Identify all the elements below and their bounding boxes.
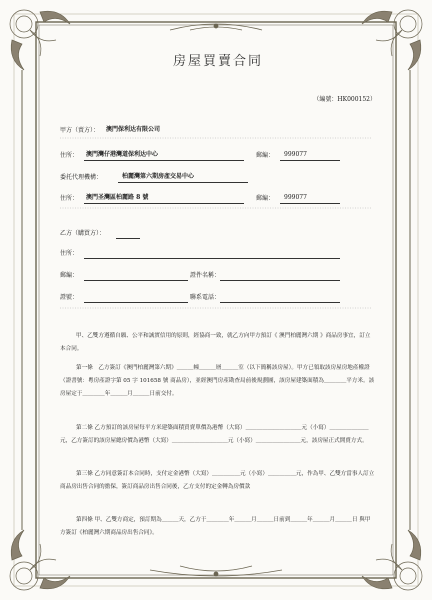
top-ornament-icon <box>170 24 262 30</box>
party-b-id-label: 證件名稱： <box>190 272 221 279</box>
contract-number: （編號：HK000152） <box>313 96 376 103</box>
party-a-postcode: 999077 <box>284 151 307 158</box>
agent-label: 委托代理機構： <box>60 174 103 181</box>
party-b-postcode-label: 郵編： <box>60 272 79 279</box>
party-b-idno-row <box>60 294 376 304</box>
agent-address-row <box>60 195 376 205</box>
agent-address: 澳門圣灣區柏麗路 8 號 <box>86 194 149 201</box>
party-b-address-label: 住所： <box>60 250 79 257</box>
party-b-label: 乙方（購買方）： <box>60 230 106 237</box>
party-a-label: 甲方（賣方）： <box>60 127 100 134</box>
agent-postcode: 999077 <box>284 194 307 201</box>
party-a-name: 澳門保利达有限公司 <box>106 126 161 133</box>
article-2-paragraph: 第二條 乙方預訂的該房屋每平方米建築面積買賣單價為港幣（大寫）＿＿＿＿＿＿＿＿＿＿元（小寫）＿＿＿＿＿＿＿元，乙方簽訂的該房屋總房價為港幣（大寫）＿＿＿＿＿＿＿＿＿＿元（小寫）＿＿＿＿＿＿＿＿元，該房屋正式開賣方式。 <box>60 425 369 444</box>
article-4-paragraph: 第四條 甲、乙雙方商定，預訂期為＿＿＿天，乙方于＿＿＿＿年＿＿＿月＿＿＿日前到＿＿＿年＿＿＿月＿＿＿日 與甲方簽訂《柏麗灣六期商品房出售合同》。 <box>60 517 371 536</box>
article-1-paragraph: 第一條 乙方簽訂《澳門柏麗灣第六期》＿＿＿幢＿＿＿層＿＿＿室（以下簡稱該房屋）。甲方已領取該房屋房地產權證（證書號：粵房產證字第 05 字 101658 號 商品房），並經澳門房產勘查局前後規劃圖，該房屋建築面積為＿＿＿＿平方米。該房屋定于＿＿＿＿年＿＿＿月＿＿＿日前交付。 <box>60 365 375 397</box>
bottom-ornament-icon <box>150 566 282 576</box>
agent-row <box>60 174 376 184</box>
party-a-address-label: 住所： <box>60 152 79 159</box>
article-3-paragraph: 第三條 乙方同意簽訂本合同時，支付定金港幣（大寫）＿＿＿＿＿元（小寫）＿＿＿＿＿元，作為甲、乙雙方當事人訂立商品房出售合同的擔保，簽訂商品房出售合同後，乙方支付的定金轉為房價款 <box>60 471 375 490</box>
party-a-address: 澳門灣仔港灣道保利达中心 <box>86 151 159 158</box>
party-b-postcode-row <box>60 272 376 282</box>
agent-postcode-label: 郵編： <box>256 195 275 202</box>
party-b-idno-label: 證號： <box>60 294 79 301</box>
party-b-idno-input[interactable] <box>84 302 188 303</box>
party-a-postcode-label: 郵編： <box>256 152 275 159</box>
party-b-id-input[interactable] <box>220 280 340 281</box>
party-b-postcode-input[interactable] <box>84 280 188 281</box>
party-b-row <box>60 230 376 240</box>
preamble-paragraph: 甲、乙雙方遵循自願、公平和誠實信用的原則，經協商一致，就乙方向甲方預訂《 澳門柏麗灣六期 》商品房事宜，訂立本合同。 <box>60 333 371 352</box>
party-a-address-row <box>60 152 376 162</box>
party-b-phone-input[interactable] <box>220 302 340 303</box>
party-b-address-input[interactable] <box>84 258 340 259</box>
contract-title: 房屋買賣合同 <box>172 54 263 69</box>
party-b-phone-label: 聯系電話： <box>190 294 221 301</box>
agent-address-label: 住所： <box>60 195 79 202</box>
agent-name: 柏麗灣第六期房產交易中心 <box>122 173 195 180</box>
party-a-row <box>60 127 376 137</box>
party-b-address-row <box>60 250 376 260</box>
